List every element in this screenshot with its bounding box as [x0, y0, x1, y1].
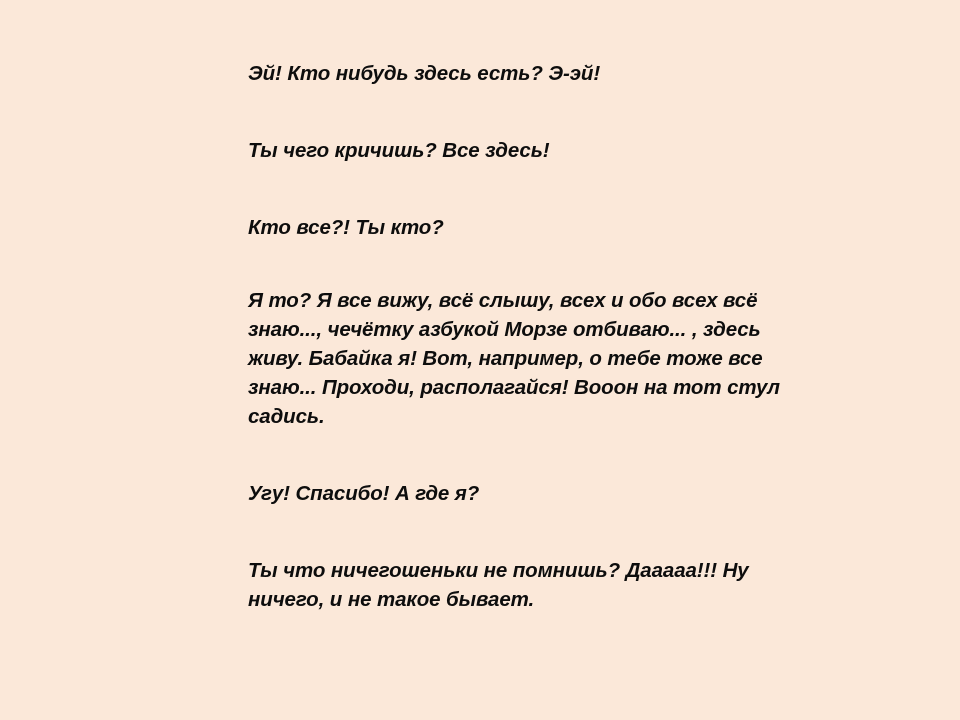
dialogue-line-6: Ты что ничегошеньки не помнишь? Дааааа!!! Ну ничего, и не такое бывает.: [248, 558, 755, 611]
dialogue-line-2: Ты чего кричишь? Все здесь!: [248, 138, 550, 162]
dialogue-line-4: Я то? Я все вижу, всё слышу, всех и обо всех всё знаю..., чечётку азбукой Морзе отбиваю... , здесь живу. Бабайка я! Вот, например, о тебе тоже все знаю... Проходи, располагайся! Вооон на тот стул садись.: [248, 288, 786, 428]
dialogue-line-3: Кто все?! Ты кто?: [248, 215, 444, 239]
dialogue-line-1: Эй! Кто нибудь здесь есть? Э-эй!: [248, 61, 601, 85]
dialogue-line-5: Угу! Спасибо! А где я?: [248, 481, 480, 505]
dialogue-block: [248, 38, 808, 614]
